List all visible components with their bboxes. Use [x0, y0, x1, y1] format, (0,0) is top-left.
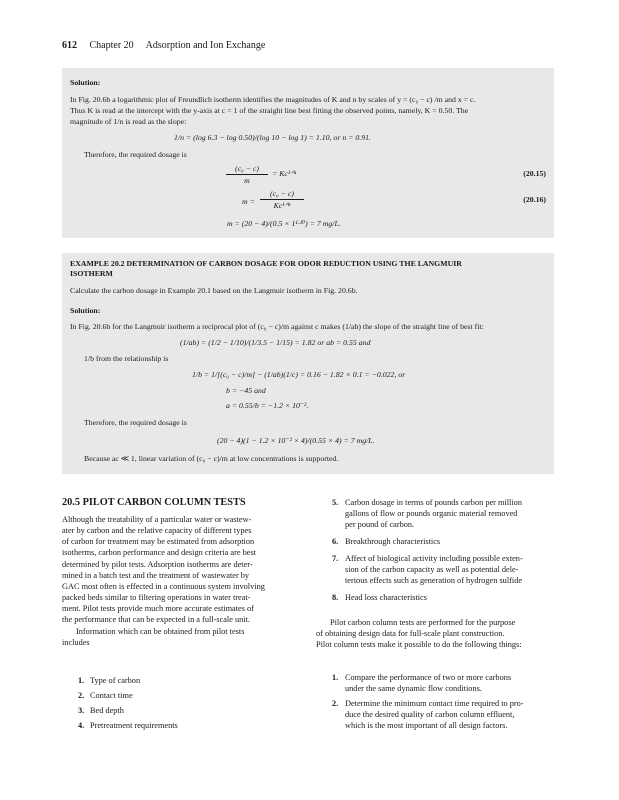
body-line: In Fig. 20.6b a logarithmic plot of Freundlich isotherm identifies the magnitudes of K and n by scales of y = (c₀ − c) /m and x = c. — [70, 95, 476, 104]
list-item: 1. Type of carbon — [78, 676, 141, 685]
paragraph-line: determined by pilot tests. Adsorption isotherms are deter- — [62, 559, 253, 569]
paragraph-line: ment. Pilot tests provide much more accurate estimates of — [62, 604, 254, 614]
equation: (1/ab) = (1/2 − 1/10)/(1/3.5 − 1/15) = 1.82 or ab = 0.55 and — [180, 338, 371, 347]
fraction-denominator: m — [244, 176, 250, 185]
solution-label: Solution: — [70, 78, 101, 87]
paragraph-line: mined in a batch test and the treatment of wastewater by — [62, 570, 250, 580]
paragraph-line: of carbon for treatment may be estimated from adsorption — [62, 537, 255, 547]
paragraph-line: Pilot carbon column tests are performed for the purpose — [330, 618, 516, 627]
equation: 1/b = 1/[(c₀ − c)/m] − (1/ab)(1/c) = 0.16 − 1.82 × 0.1 = −0.022, or — [192, 370, 406, 379]
section-title: 20.5 PILOT CARBON COLUMN TESTS — [62, 497, 246, 508]
list-item: 3. Bed depth — [78, 706, 124, 715]
equation-number: (20.16) — [523, 195, 546, 204]
equation: b = −45 and — [226, 386, 266, 395]
example-title: EXAMPLE 20.2 DETERMINATION OF CARBON DOSAGE FOR ODOR REDUCTION USING THE LANGMUIR — [70, 259, 462, 268]
fraction-denominator: Kc¹ᐟⁿ — [273, 201, 291, 210]
paragraph-line: the performance that can be expected in a full-scale unit. — [62, 615, 250, 625]
body-line: magnitude of 1/n is read as the slope: — [70, 117, 187, 126]
solution-box — [62, 68, 554, 238]
dosage-result: (20 − 4)(1 − 1.2 × 10⁻² × 4)/(0.55 × 4) = 7 mg/L. — [217, 436, 375, 445]
running-header — [62, 40, 265, 51]
section-paragraph — [62, 514, 308, 648]
paragraph-line: Information which can be obtained from pilot tests — [76, 626, 245, 636]
list-item: 4. Pretreatment requirements — [78, 721, 178, 730]
paragraph-line: isotherms, carbon performance and design criteria are best — [62, 548, 256, 558]
paragraph-line: GAC most often is effected in a continuous system involving — [62, 581, 265, 591]
dosage-result: m = (20 − 4)/(0.5 × 1¹·¹⁰) = 7 mg/L. — [227, 219, 341, 228]
closing-note: Because ac ≪ 1, linear variation of (c₀ − c)/m at low concentrations is supported. — [84, 454, 339, 463]
paragraph-line: of obtaining design data for full-scale plant construction. — [316, 629, 505, 639]
eq-20-15-fraction — [226, 163, 268, 186]
paragraph-line: includes — [62, 637, 90, 647]
body-line: Thus K is read at the intercept with the y-axis at c = 1 of the straight line best fitting the observed points, namely, K = 0.50. The — [70, 106, 469, 115]
page-number: 612 — [62, 40, 77, 51]
equation: a = 0.55/b = −1.2 × 10⁻². — [226, 401, 309, 410]
eq-20-16-fraction — [260, 188, 304, 211]
example-title-cont: ISOTHERM — [70, 269, 113, 278]
paragraph-line: Pilot column tests make it possible to do the following things: — [316, 640, 522, 650]
example-box — [62, 253, 554, 474]
right-paragraph — [316, 617, 556, 651]
paragraph-line: packed beds similar to filtering operations in water treat- — [62, 593, 251, 603]
therefore-line: Therefore, the required dosage is — [84, 150, 187, 159]
solution-label: Solution: — [70, 306, 101, 315]
chapter-title: Adsorption and Ion Exchange — [145, 40, 266, 51]
body-line: 1/b from the relationship is — [84, 354, 169, 363]
fraction-numerator: (c₀ − c) — [260, 188, 304, 200]
therefore-line: Therefore, the required dosage is — [84, 418, 187, 427]
example-prompt: Calculate the carbon dosage in Example 20.1 based on the Langmuir isotherm in Fig. 20.6b. — [70, 286, 358, 295]
list-item: 2. Contact time — [78, 691, 133, 700]
paragraph-line: ater by carbon and the relative capacity of different types — [62, 526, 252, 536]
eq-20-15-rhs: = Kc¹ᐟⁿ — [272, 169, 296, 178]
chapter-label: Chapter 20 — [89, 40, 134, 51]
slope-equation: 1/n = (log 6.3 − log 0.50)/(log 10 − log 1) = 1.10, or n = 0.91. — [174, 133, 371, 142]
equation-number: (20.15) — [523, 169, 546, 178]
paragraph-line: Although the treatability of a particular water or wastew- — [62, 515, 252, 524]
body-line: In Fig. 20.6b for the Langmuir isotherm a reciprocal plot of (c₀ − c)/m against c makes (1/ab) the slope of the straight line of best fit: — [70, 322, 484, 331]
eq-20-16-lhs: m = — [242, 197, 255, 206]
fraction-numerator: (c₀ − c) — [226, 163, 268, 175]
